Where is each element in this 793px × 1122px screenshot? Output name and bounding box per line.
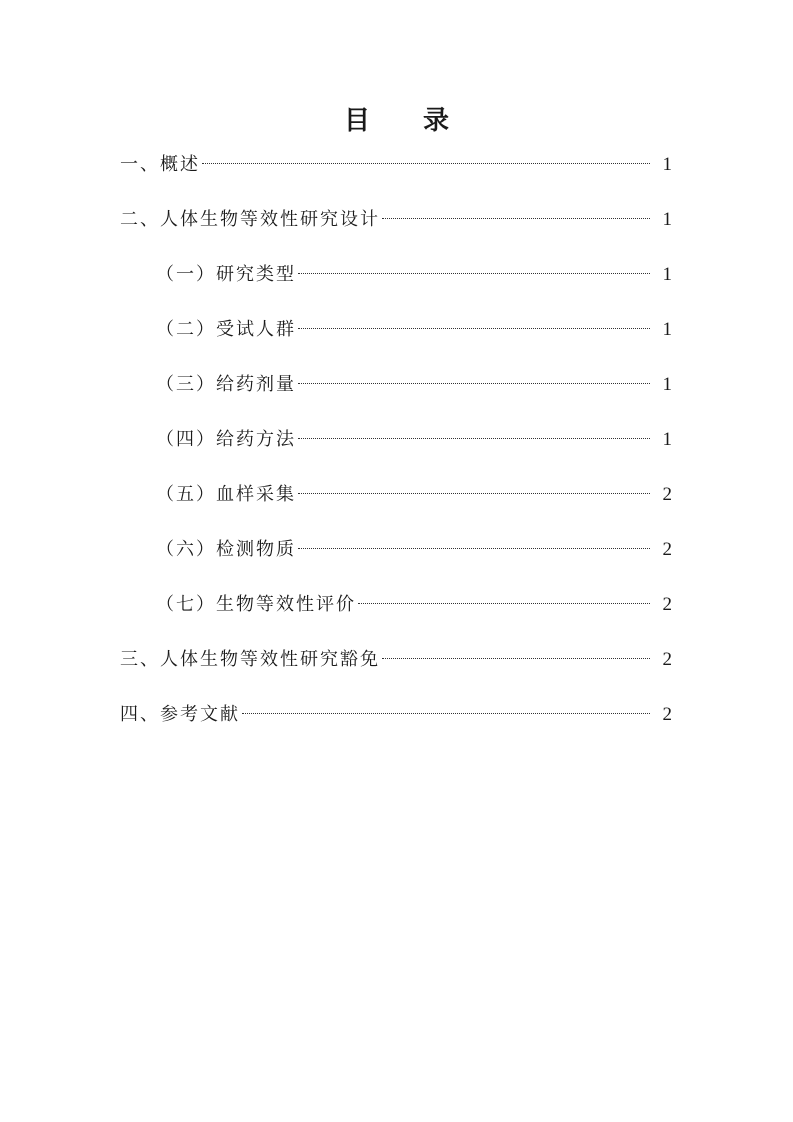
- toc-entry-blood-sampling[interactable]: [0, 480, 793, 510]
- toc-page-number: 2: [662, 594, 672, 615]
- toc-entry-study-waiver[interactable]: [0, 645, 793, 675]
- toc-page-number: 1: [662, 429, 672, 450]
- toc-page-number: 2: [662, 649, 672, 670]
- toc-entry-references[interactable]: [0, 700, 793, 730]
- toc-entry-be-evaluation[interactable]: [0, 590, 793, 620]
- dot-leader: [382, 658, 650, 659]
- dot-leader: [298, 493, 650, 494]
- dot-leader: [382, 218, 650, 219]
- toc-entry-label: 三、人体生物等效性研究豁免: [120, 649, 380, 670]
- toc-entry-label: （二）受试人群: [156, 319, 296, 340]
- toc-entry-label: 一、概述: [120, 154, 200, 175]
- toc-entry-subjects[interactable]: [0, 315, 793, 345]
- toc-entry-label: （三）给药剂量: [156, 374, 296, 395]
- dot-leader: [242, 713, 650, 714]
- toc-title: 目 录: [343, 106, 472, 136]
- toc-page-number: 2: [662, 539, 672, 560]
- toc-page-number: 1: [662, 264, 672, 285]
- toc-entry-label: （五）血样采集: [156, 484, 296, 505]
- toc-entry-administration[interactable]: [0, 425, 793, 455]
- toc-entry-study-design[interactable]: [0, 205, 793, 235]
- dot-leader: [298, 328, 650, 329]
- toc-entry-study-type[interactable]: [0, 260, 793, 290]
- dot-leader: [298, 383, 650, 384]
- toc-entry-label: 二、人体生物等效性研究设计: [120, 209, 380, 230]
- toc-entry-dosage[interactable]: [0, 370, 793, 400]
- toc-entry-label: （七）生物等效性评价: [156, 594, 356, 615]
- dot-leader: [358, 603, 650, 604]
- toc-entry-overview[interactable]: [0, 150, 793, 180]
- toc-page-number: 1: [662, 209, 672, 230]
- toc-entry-label: （六）检测物质: [156, 539, 296, 560]
- toc-page-number: 1: [662, 374, 672, 395]
- toc-page-number: 2: [662, 704, 672, 725]
- toc-entry-label: 四、参考文献: [120, 704, 240, 725]
- toc-entry-analytes[interactable]: [0, 535, 793, 565]
- toc-page-number: 1: [662, 319, 672, 340]
- dot-leader: [298, 548, 650, 549]
- dot-leader: [202, 163, 650, 164]
- toc-page-number: 1: [662, 154, 672, 175]
- toc-page-number: 2: [662, 484, 672, 505]
- toc-entry-label: （四）给药方法: [156, 429, 296, 450]
- dot-leader: [298, 273, 650, 274]
- dot-leader: [298, 438, 650, 439]
- toc-entry-label: （一）研究类型: [156, 264, 296, 285]
